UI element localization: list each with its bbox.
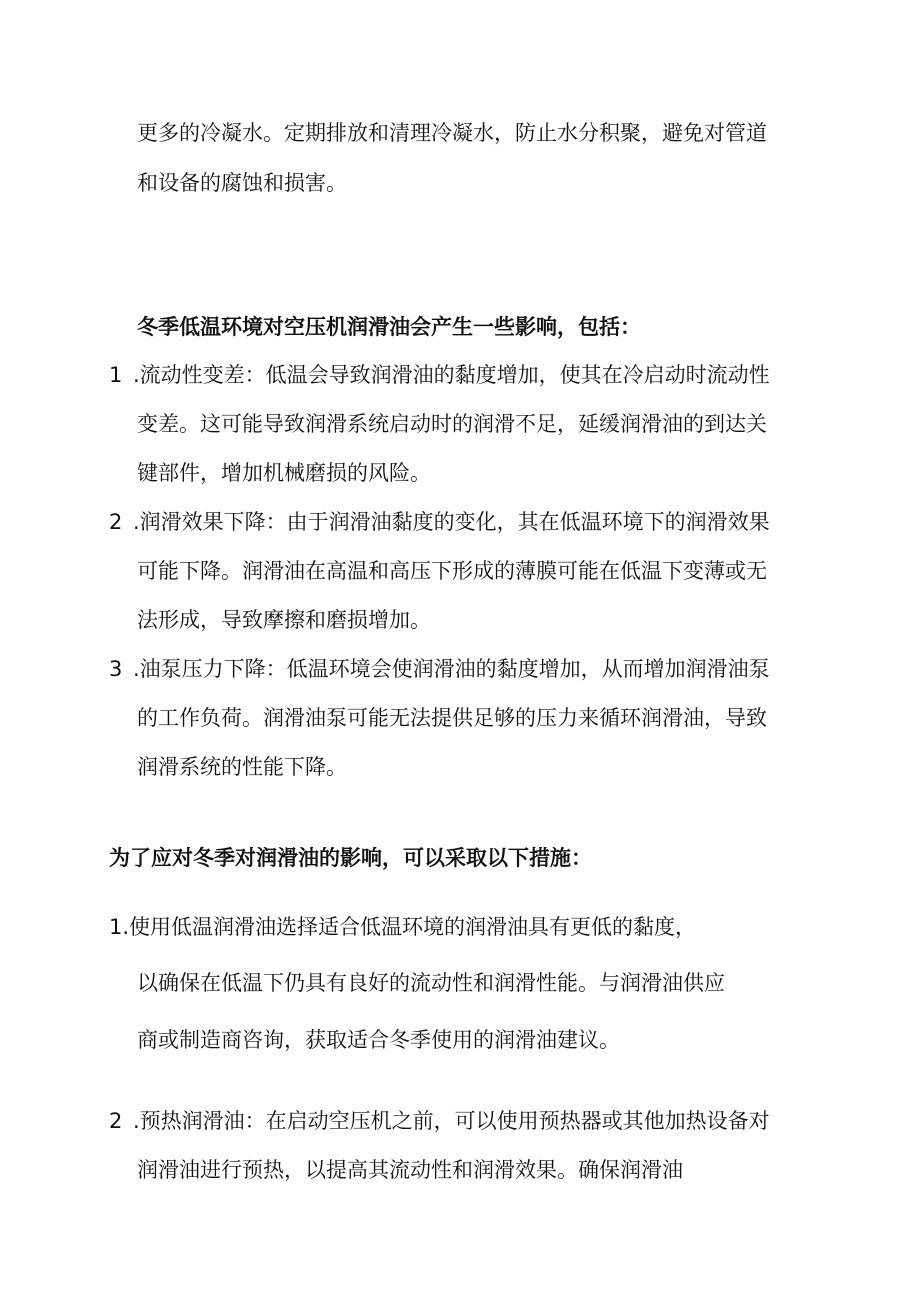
item-line: .油泵压力下降：低温环境会使润滑油的黏度增加，从而增加润滑油泵: [133, 657, 770, 681]
item-line: 润滑油进行预热，以提高其流动性和润滑效果。确保润滑油: [137, 1158, 683, 1182]
item-line: 键部件，增加机械磨损的风险。: [137, 461, 431, 485]
section2-heading: 为了应对冬季对润滑油的影响，可以采取以下措施：: [109, 846, 592, 870]
intro-line-2: 和设备的腐蚀和损害。: [137, 171, 347, 195]
section1-heading: 冬季低温环境对空压机润滑油会产生一些影响，包括：: [137, 315, 641, 339]
item-line: .流动性变差：低温会导致润滑油的黏度增加，使其在冷启动时流动性: [133, 363, 770, 387]
item-number: 2: [109, 510, 123, 534]
item-line: 商或制造商咨询，获取适合冬季使用的润滑油建议。: [137, 1028, 620, 1052]
item-line: 可能下降。润滑油在高温和高压下形成的薄膜可能在低温下变薄或无: [137, 559, 767, 583]
intro-line-1: 更多的冷凝水。定期排放和清理冷凝水，防止水分积聚，避免对管道: [137, 121, 767, 145]
item-number: 2: [109, 1109, 123, 1133]
item-line: 以确保在低温下仍具有良好的流动性和润滑性能。与润滑油供应: [137, 971, 725, 995]
item-line: 的工作负荷。润滑油泵可能无法提供足够的压力来循环润滑油，导致: [137, 706, 767, 730]
item-line: 1.使用低温润滑油选择适合低温环境的润滑油具有更低的黏度，: [109, 915, 697, 939]
item-number: 1: [109, 363, 123, 387]
item-number: 3: [109, 657, 123, 681]
item-line: 变差。这可能导致润滑系统启动时的润滑不足，延缓润滑油的到达关: [137, 412, 767, 436]
item-line: 法形成，导致摩擦和磨损增加。: [137, 608, 431, 632]
item-line: 润滑系统的性能下降。: [137, 755, 347, 779]
item-line: .预热润滑油：在启动空压机之前，可以使用预热器或其他加热设备对: [133, 1109, 770, 1133]
item-line: .润滑效果下降：由于润滑油黏度的变化，其在低温环境下的润滑效果: [133, 510, 770, 534]
